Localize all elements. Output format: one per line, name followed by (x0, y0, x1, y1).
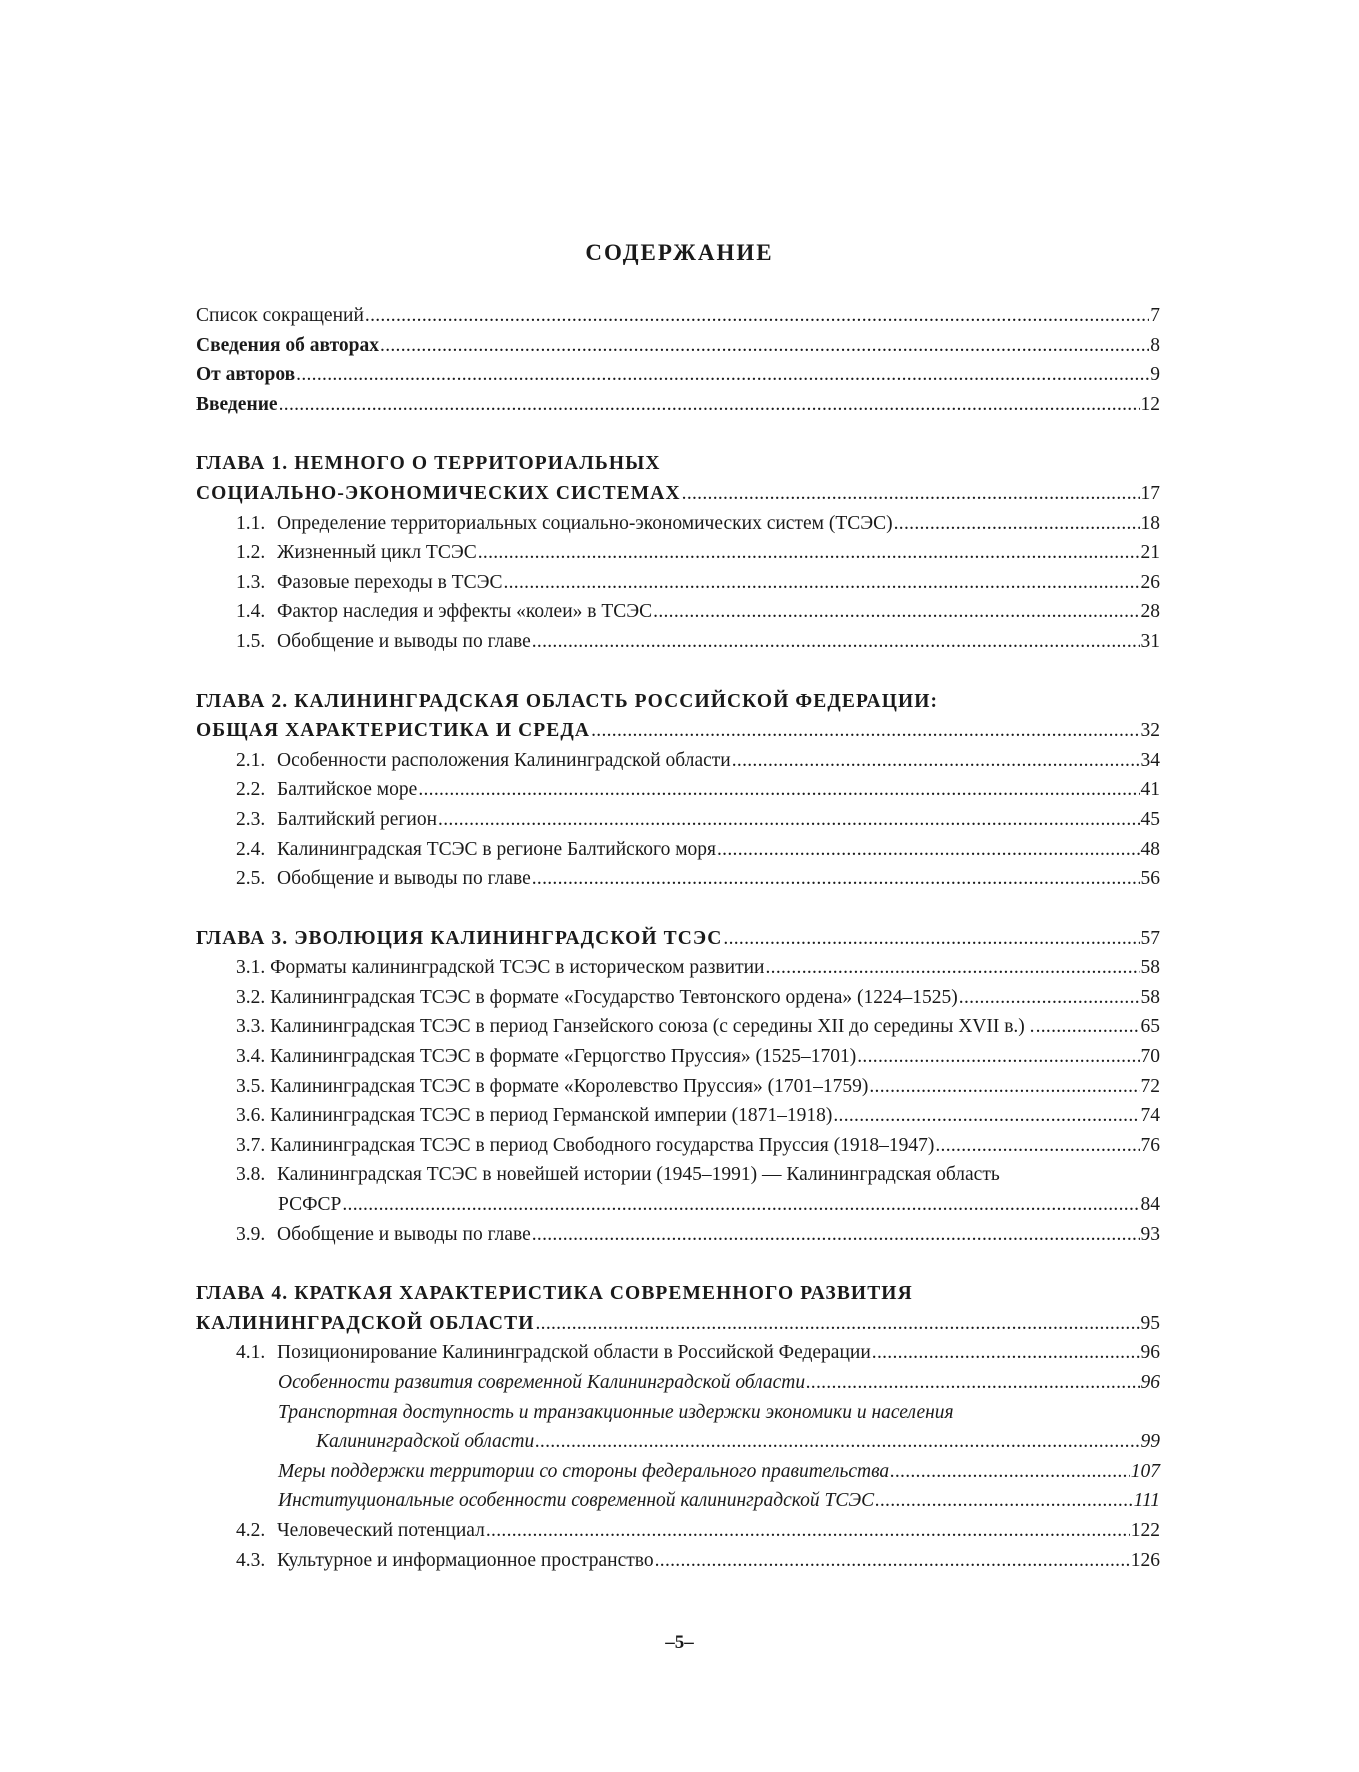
section-number: 2.3. (236, 808, 266, 830)
table-of-contents (196, 301, 1160, 1575)
toc-entry-page: 58 (1140, 957, 1160, 979)
section-number: 2.4. (236, 838, 266, 860)
toc-section-3-1[interactable] (196, 953, 1160, 983)
toc-subsection-institutional-features[interactable] (196, 1486, 1160, 1516)
dot-leader (478, 538, 1140, 568)
toc-entry-page: 107 (1130, 1460, 1160, 1482)
toc-entry-page: 72 (1140, 1075, 1160, 1097)
toc-entry-page: 21 (1140, 542, 1160, 564)
dot-leader (438, 805, 1139, 835)
toc-section-1-5[interactable] (196, 627, 1160, 657)
section-number: 1.1. (236, 512, 266, 534)
toc-entry-page: 41 (1140, 779, 1160, 801)
toc-entry-page: 122 (1130, 1519, 1160, 1541)
dot-leader (535, 1427, 1139, 1457)
toc-section-2-2[interactable] (196, 775, 1160, 805)
dot-leader (380, 331, 1149, 361)
toc-entry-page: 34 (1140, 749, 1160, 771)
toc-entry-page: 96 (1140, 1372, 1160, 1393)
toc-entry-title: Форматы калининградской ТСЭС в историческом развитии (270, 957, 765, 979)
dot-leader (894, 509, 1140, 539)
toc-entry-title: Список сокращений (196, 305, 364, 326)
dot-leader (655, 1546, 1130, 1576)
toc-entry-page: 126 (1130, 1549, 1160, 1571)
chapter-4-heading-line2[interactable] (196, 1309, 1160, 1339)
section-number: 3.7. (236, 1134, 266, 1156)
toc-entry-page: 18 (1140, 512, 1160, 534)
toc-entry-page: 99 (1140, 1431, 1160, 1453)
toc-entry-title: ГЛАВА 3. ЭВОЛЮЦИЯ КАЛИНИНГРАДСКОЙ ТСЭС (196, 927, 723, 949)
toc-section-2-5[interactable] (196, 864, 1160, 894)
toc-entry-introduction[interactable] (196, 390, 1160, 420)
page-title: СОДЕРЖАНИЕ (585, 240, 774, 265)
toc-entry-title: Особенности развития современной Калининградской области (278, 1372, 806, 1393)
toc-entry-authors-info[interactable] (196, 331, 1160, 361)
dot-leader (486, 1516, 1130, 1546)
toc-entry-title: Фактор наследия и эффекты «колеи» в ТСЭС (277, 601, 653, 623)
section-number: 3.5. (236, 1075, 266, 1097)
toc-section-2-4[interactable] (196, 835, 1160, 865)
toc-entry-page: 70 (1140, 1046, 1160, 1068)
section-number: 2.2. (236, 779, 266, 801)
toc-entry-page: 45 (1140, 808, 1160, 830)
dot-leader (535, 1309, 1139, 1339)
section-number: 3.4. (236, 1046, 266, 1068)
toc-entry-title: РСФСР (278, 1194, 342, 1216)
toc-section-3-9[interactable] (196, 1220, 1160, 1250)
section-number: 1.3. (236, 571, 266, 593)
toc-entry-title: Калининградская ТСЭС в новейшей истории (1945–1991) — Калининградская область (277, 1164, 1000, 1186)
section-number: 4.2. (236, 1519, 266, 1541)
toc-subsection-transport-line1[interactable]: Транспортная доступность и транзакционные издержки экономики и населения (278, 1401, 954, 1423)
toc-section-3-8-line1[interactable] (196, 1160, 1160, 1190)
toc-entry-title: Калининградская ТСЭС в формате «Королевство Пруссия» (1701–1759) (270, 1075, 869, 1097)
dot-leader (532, 627, 1140, 657)
toc-entry-page: 26 (1140, 571, 1160, 593)
dot-leader (959, 983, 1140, 1013)
dot-leader (890, 1457, 1130, 1487)
toc-entry-title: ОБЩАЯ ХАРАКТЕРИСТИКА И СРЕДА (196, 720, 591, 742)
section-number: 1.4. (236, 601, 266, 623)
dot-leader (765, 953, 1139, 983)
toc-entry-title: Калининградской области (316, 1431, 535, 1453)
dot-leader (806, 1368, 1139, 1398)
toc-entry-page: 9 (1150, 364, 1160, 386)
toc-entry-title: Культурное и информационное пространство (277, 1549, 654, 1571)
toc-entry-page: 65 (1140, 1016, 1160, 1038)
toc-section-2-1[interactable] (196, 746, 1160, 776)
dot-leader (723, 924, 1139, 954)
chapter-4-heading-line1[interactable]: ГЛАВА 4. КРАТКАЯ ХАРАКТЕРИСТИКА СОВРЕМЕННОГО РАЗВИТИЯ (196, 1283, 913, 1305)
section-number: 2.1. (236, 749, 266, 771)
toc-entry-title: Обобщение и выводы по главе (277, 630, 531, 652)
toc-section-4-3[interactable] (196, 1546, 1160, 1576)
toc-section-1-1[interactable] (196, 509, 1160, 539)
dot-leader (532, 864, 1140, 894)
section-number: 3.3. (236, 1016, 266, 1038)
toc-entry-title: Фазовые переходы в ТСЭС (277, 571, 503, 593)
toc-entry-title: Обобщение и выводы по главе (277, 868, 531, 890)
chapter-1-heading-line2[interactable] (196, 479, 1160, 509)
section-number: 3.2. (236, 986, 266, 1008)
chapter-1-heading-line1[interactable]: ГЛАВА 1. НЕМНОГО О ТЕРРИТОРИАЛЬНЫХ (196, 453, 661, 475)
dot-leader (342, 1190, 1139, 1220)
toc-entry-page: 74 (1140, 1105, 1160, 1127)
toc-section-3-5[interactable] (196, 1072, 1160, 1102)
toc-subsection-development-features[interactable] (196, 1368, 1160, 1398)
toc-entry-page: 7 (1150, 305, 1160, 326)
dot-leader (532, 1220, 1140, 1250)
dot-leader (591, 716, 1139, 746)
toc-entry-title: Калининградская ТСЭС в регионе Балтийского моря (277, 838, 716, 860)
toc-entry-title: КАЛИНИНГРАДСКОЙ ОБЛАСТИ (196, 1312, 535, 1334)
dot-leader (935, 1131, 1139, 1161)
toc-entry-title: Калининградская ТСЭС в формате «Герцогство Пруссия» (1525–1701) (270, 1046, 857, 1068)
dot-leader (717, 835, 1140, 865)
dot-leader (503, 568, 1139, 598)
dot-leader (296, 360, 1149, 390)
toc-entry-page: 48 (1140, 838, 1160, 860)
toc-section-3-3[interactable] (196, 1012, 1160, 1042)
toc-section-4-2[interactable] (196, 1516, 1160, 1546)
toc-subsection-transport-line2[interactable] (196, 1427, 1160, 1457)
dot-leader (1036, 1012, 1140, 1042)
toc-section-4-1[interactable] (196, 1338, 1160, 1368)
toc-section-3-2[interactable] (196, 983, 1160, 1013)
dot-leader (682, 479, 1140, 509)
toc-entry-title: Калининградская ТСЭС в период Ганзейского союза (с середины XII до середины XVII в.) . (270, 1016, 1035, 1038)
toc-entry-page: 58 (1140, 986, 1160, 1008)
dot-leader (875, 1486, 1132, 1516)
chapter-2-heading-line1[interactable]: ГЛАВА 2. КАЛИНИНГРАДСКАЯ ОБЛАСТЬ РОССИЙСКОЙ ФЕДЕРАЦИИ: (196, 690, 939, 712)
section-number: 1.5. (236, 630, 266, 652)
toc-entry-title: От авторов (196, 364, 296, 386)
toc-entry-title: Меры поддержки территории со стороны федерального правительства (278, 1460, 890, 1482)
page-number: –5– (665, 1632, 694, 1653)
section-number: 2.5. (236, 868, 266, 890)
toc-entry-title: Введение (196, 393, 278, 415)
toc-entry-title: Жизненный цикл ТСЭС (277, 542, 477, 564)
toc-section-3-4[interactable] (196, 1042, 1160, 1072)
toc-entry-page: 17 (1140, 482, 1160, 504)
section-number: 3.6. (236, 1105, 266, 1127)
toc-section-1-4[interactable] (196, 597, 1160, 627)
toc-entry-title: Балтийский регион (277, 808, 438, 830)
dot-leader (653, 597, 1139, 627)
toc-subsection-federal-support[interactable] (196, 1457, 1160, 1487)
toc-section-3-6[interactable] (196, 1101, 1160, 1131)
section-number: 4.1. (236, 1342, 266, 1364)
section-number: 1.2. (236, 542, 266, 564)
toc-entry-page: 31 (1140, 630, 1160, 652)
toc-entry-title: СОЦИАЛЬНО-ЭКОНОМИЧЕСКИХ СИСТЕМАХ (196, 482, 681, 504)
toc-section-3-8-line2[interactable] (196, 1190, 1160, 1220)
toc-entry-title: Сведения об авторах (196, 334, 380, 356)
toc-entry-page: 111 (1133, 1490, 1160, 1512)
toc-entry-title: Калининградская ТСЭС в период Свободного государства Пруссия (1918–1947) (270, 1134, 935, 1156)
dot-leader (857, 1042, 1139, 1072)
toc-entry-title: Обобщение и выводы по главе (277, 1223, 531, 1245)
section-number: 3.1. (236, 957, 266, 979)
toc-section-2-3[interactable] (196, 805, 1160, 835)
dot-leader (872, 1338, 1140, 1368)
dot-leader (869, 1072, 1139, 1102)
dot-leader (833, 1101, 1139, 1131)
toc-entry-page: 28 (1140, 601, 1160, 623)
toc-entry-title: Балтийское море (277, 779, 418, 801)
toc-entry-title: Калининградская ТСЭС в период Германской империи (1871–1918) (270, 1105, 833, 1127)
dot-leader (279, 390, 1140, 420)
section-number: 4.3. (236, 1549, 266, 1571)
toc-entry-title: Особенности расположения Калининградской области (277, 749, 731, 771)
toc-entry-title: Калининградская ТСЭС в формате «Государство Тевтонского ордена» (1224–1525) (270, 986, 958, 1008)
toc-entry-page: 56 (1140, 868, 1160, 890)
section-number: 3.9. (236, 1223, 266, 1245)
toc-section-3-7[interactable] (196, 1131, 1160, 1161)
chapter-2-heading-line2[interactable] (196, 716, 1160, 746)
section-number: 3.8. (236, 1164, 266, 1186)
toc-entry-from-authors[interactable] (196, 360, 1160, 390)
toc-entry-page: 76 (1140, 1134, 1160, 1156)
dot-leader (365, 301, 1149, 331)
dot-leader (418, 775, 1139, 805)
toc-entry-title: Человеческий потенциал (277, 1519, 485, 1541)
toc-entry-title: Институциональные особенности современной калининградской ТСЭС (278, 1490, 875, 1512)
toc-entry-title: Позиционирование Калининградской области в Российской Федерации (277, 1342, 871, 1364)
dot-leader (732, 746, 1140, 776)
toc-section-1-2[interactable] (196, 538, 1160, 568)
toc-entry-page: 96 (1140, 1342, 1160, 1364)
toc-entry-page: 8 (1150, 334, 1160, 356)
toc-entry-title: Определение территориальных социально-экономических систем (ТСЭС) (277, 512, 893, 534)
toc-entry-page: 84 (1140, 1194, 1160, 1216)
toc-entry-page: 32 (1140, 720, 1160, 742)
toc-entry-page: 57 (1140, 927, 1160, 949)
toc-entry-abbreviations[interactable] (196, 301, 1160, 331)
chapter-3-heading[interactable] (196, 924, 1160, 954)
toc-entry-page: 93 (1140, 1223, 1160, 1245)
toc-entry-page: 95 (1140, 1312, 1160, 1334)
toc-section-1-3[interactable] (196, 568, 1160, 598)
toc-entry-page: 12 (1140, 393, 1160, 415)
